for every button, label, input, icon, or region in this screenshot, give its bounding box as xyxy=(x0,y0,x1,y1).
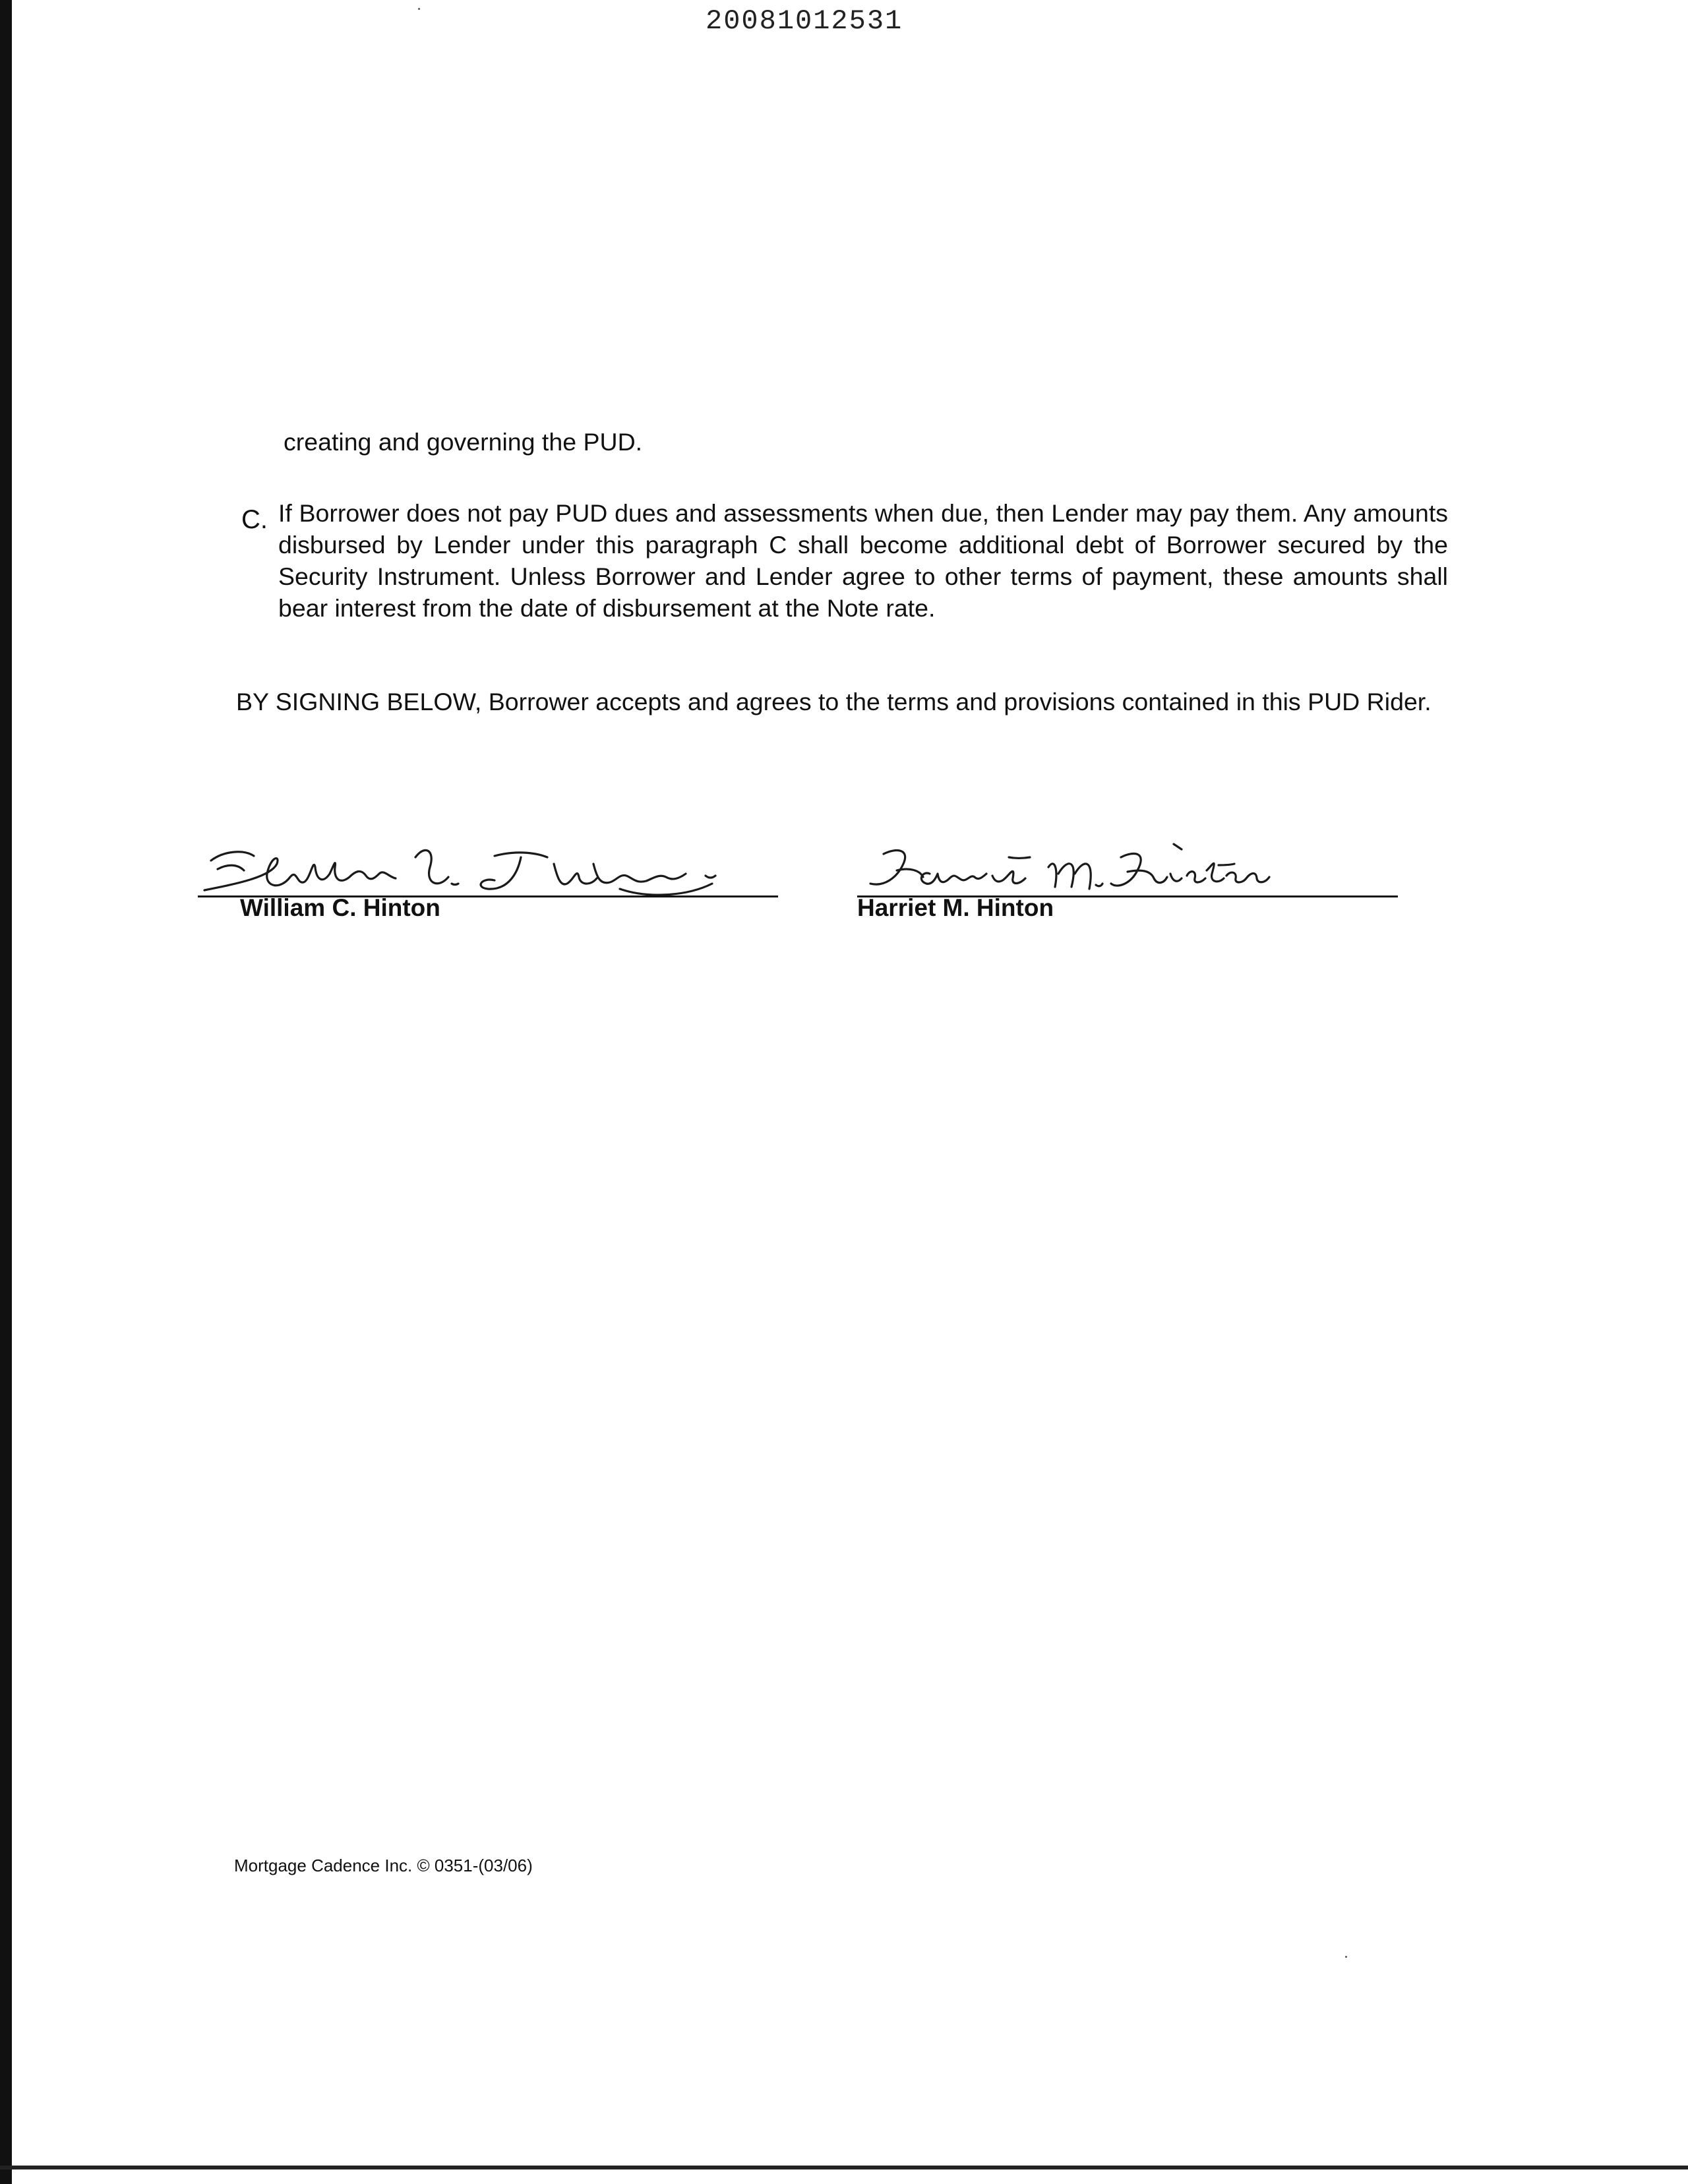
scan-speck xyxy=(418,8,420,10)
signature-block-william xyxy=(198,837,778,930)
document-number: 20081012531 xyxy=(706,5,903,37)
scan-edge-left xyxy=(0,0,12,2184)
printed-name-harriet: Harriet M. Hinton xyxy=(857,894,1054,921)
form-footer: Mortgage Cadence Inc. © 0351-(03/06) xyxy=(234,1856,533,1875)
continuation-line: creating and governing the PUD. xyxy=(284,428,643,456)
scan-edge-bottom xyxy=(0,2166,1688,2169)
printed-name-william: William C. Hinton xyxy=(240,894,440,921)
paragraph-c-text: If Borrower does not pay PUD dues and assessments when due, then Lender may pay them. Any amounts disbursed by Lender under this paragraph C shall become additional debt of Borrower secured by the Security Instrument. Unless Borrower and Lender agree to other terms of payment, these amounts shall bear interest from the date of disbursement at the Note rate. xyxy=(278,499,1448,622)
paragraph-letter: C. xyxy=(241,505,268,534)
signature-block-harriet xyxy=(857,837,1398,930)
paragraph-c xyxy=(241,497,1448,624)
signing-statement: BY SIGNING BELOW, Borrower accepts and agrees to the terms and provisions contained in this PUD Rider. xyxy=(236,688,1432,715)
scan-speck xyxy=(1345,1956,1347,1958)
